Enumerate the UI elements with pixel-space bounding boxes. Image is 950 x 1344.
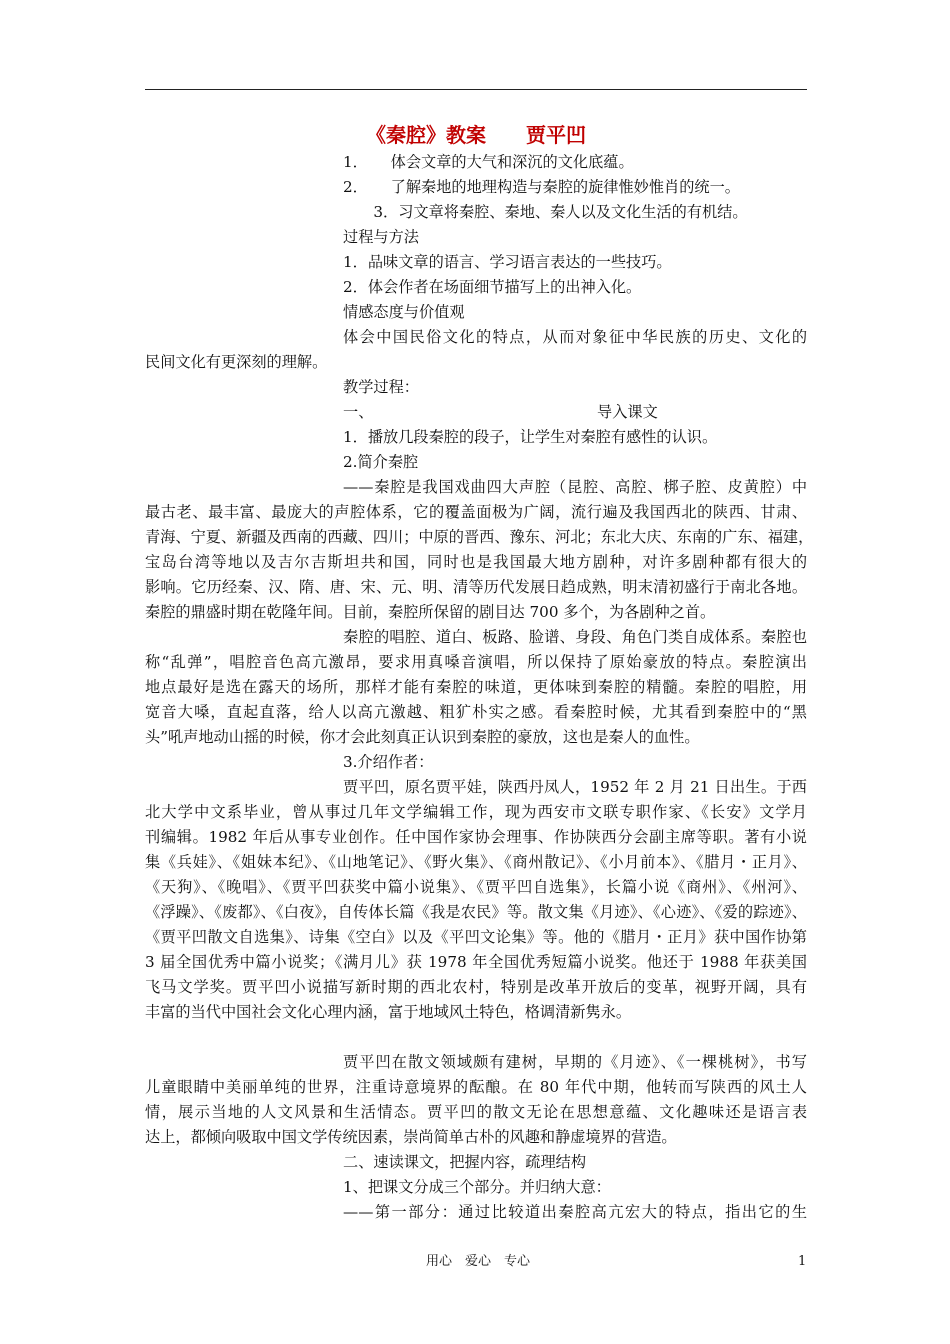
- text-line: 2． 了解秦地的地理构造与秦腔的旋律惟妙惟肖的统一。: [343, 178, 740, 196]
- text-line: 青海、宁夏、新疆及西南的西藏、四川；中原的晋西、豫东、河北；东北大庆、东南的广东、福建，: [145, 528, 814, 546]
- page-number: 1: [798, 1254, 807, 1269]
- text-line: 宽音大嗓，直起直落，给人以高亢激越、粗犷朴实之感。看秦腔时候，尤其看到秦腔中的“黑: [145, 703, 807, 721]
- text-line: 1． 体会文章的大气和深沉的文化底蕴。: [343, 153, 634, 171]
- text-line: 达上，都倾向吸取中国文学传统因素，崇尚简单古朴的风趣和静虚境界的营造。: [145, 1128, 677, 1146]
- text-line: 《天狗》、《晚唱》、《贾平凹获奖中篇小说集》、《贾平凹自选集》，长篇小说《商州》、《州河》、: [145, 878, 807, 896]
- section-heading: 教学过程：: [343, 378, 419, 396]
- text-line: 头”吼声地动山摇的时候，你才会此刻真正认识到秦腔的豪放，这也是秦人的血性。: [145, 728, 700, 746]
- footer-motto: 用心 爱心 专心: [426, 1254, 531, 1269]
- text-line: 秦腔的唱腔、道白、板路、脸谱、身段、角色门类自成体系。秦腔也: [343, 628, 807, 646]
- section-heading: 二、速读课文，把握内容，疏理结构: [343, 1153, 586, 1171]
- text-line: 《贾平凹散文自选集》、诗集《空白》以及《平凹文论集》等。他的《腊月・正月》获中国作协第: [145, 928, 807, 946]
- text-line: 丰富的当代中国社会文化心理内涵，富于地域风土特色，格调清新隽永。: [145, 1003, 631, 1021]
- text-line: 秦腔的鼎盛时期在乾隆年间。目前，秦腔所保留的剧目达 700 多个，为各剧种之首。: [145, 603, 716, 621]
- text-line: 儿童眼睛中美丽单纯的世界，注重诗意境界的酝酿。在 80 年代中期，他转而写陕西的风土人: [145, 1078, 807, 1096]
- text-line: 1、把课文分成三个部分。并归纳大意：: [343, 1178, 611, 1196]
- text-line: 3 届全国优秀中篇小说奖；《满月儿》获 1978 年全国优秀短篇小说奖。他还于 1988 年获美国: [145, 953, 807, 971]
- text-line: 贾平凹在散文领域颇有建树，早期的《月迹》、《一棵桃树》，书写: [343, 1053, 807, 1071]
- header-rule: [145, 89, 807, 90]
- step-number: 一、: [343, 403, 374, 421]
- text-line: 贾平凹，原名贾平娃，陕西丹凤人，1952 年 2 月 21 日出生。于西: [343, 778, 807, 796]
- text-line: 民间文化有更深刻的理解。: [145, 353, 328, 371]
- step-heading: 导入课文: [597, 403, 658, 421]
- text-line: 称“乱弹”，唱腔音色高亢激昂，要求用真嗓音演唱，所以保持了原始豪放的特点。秦腔演出: [145, 653, 807, 671]
- text-line: 体会中国民俗文化的特点，从而对象征中华民族的历史、文化的: [343, 328, 807, 346]
- text-line: 《浮躁》、《废都》、《白夜》，自传体长篇《我是农民》等。散文集《月迹》、《心迹》、《爱的踪迹》、: [145, 903, 807, 921]
- subsection-heading: 3.介绍作者：: [343, 753, 434, 771]
- text-line: 宝岛台湾等地以及吉尔吉斯坦共和国，同时也是我国最大地方剧种，对许多剧种都有很大的: [145, 553, 807, 571]
- text-line: 1．播放几段秦腔的段子，让学生对秦腔有感性的认识。: [343, 428, 718, 446]
- text-line: ——秦腔是我国戏曲四大声腔（昆腔、高腔、梆子腔、皮黄腔）中: [343, 478, 807, 496]
- text-line: 影响。它历经秦、汉、隋、唐、宋、元、明、清等历代发展日趋成熟，明末清初盛行于南北各地。: [145, 578, 807, 596]
- text-line: ——第一部分：通过比较道出秦腔高亢宏大的特点，指出它的生: [343, 1203, 807, 1221]
- subsection-heading: 2.简介秦腔: [343, 453, 419, 471]
- text-line: 2．体会作者在场面细节描写上的出神入化。: [343, 278, 642, 296]
- section-heading: 情感态度与价值观: [343, 303, 465, 321]
- text-line: 情，展示当地的人文风景和生活情态。贾平凹的散文无论在思想意蕴、文化趣味还是语言表: [145, 1103, 807, 1121]
- text-line: 刊编辑。1982 年后从事专业创作。任中国作家协会理事、作协陕西分会副主席等职。著有小说: [145, 828, 807, 846]
- text-line: 地点最好是选在露天的场所，那样才能有秦腔的味道，更体味到秦腔的精髓。秦腔的唱腔，用: [145, 678, 807, 696]
- section-heading: 过程与方法: [343, 228, 419, 246]
- text-line: 3．习文章将秦腔、秦地、秦人以及文化生活的有机结。: [343, 203, 748, 221]
- text-line: 飞马文学奖。贾平凹小说描写新时期的西北农村，特别是改革开放后的变革，视野开阔，具有: [145, 978, 807, 996]
- text-line: 集《兵娃》、《姐妹本纪》、《山地笔记》、《野火集》、《商州散记》、《小月前本》、《腊月・正月》、: [145, 853, 807, 871]
- text-line: 最古老、最丰富、最庞大的声腔体系，它的覆盖面极为广阔，流行遍及我国西北的陕西、甘肃、: [145, 503, 807, 521]
- text-line: 北大学中文系毕业，曾从事过几年文学编辑工作，现为西安市文联专职作家、《长安》文学月: [145, 803, 807, 821]
- text-line: 1．品味文章的语言、学习语言表达的一些技巧。: [343, 253, 672, 271]
- document-title: 《秦腔》教案 贾平凹: [366, 123, 586, 147]
